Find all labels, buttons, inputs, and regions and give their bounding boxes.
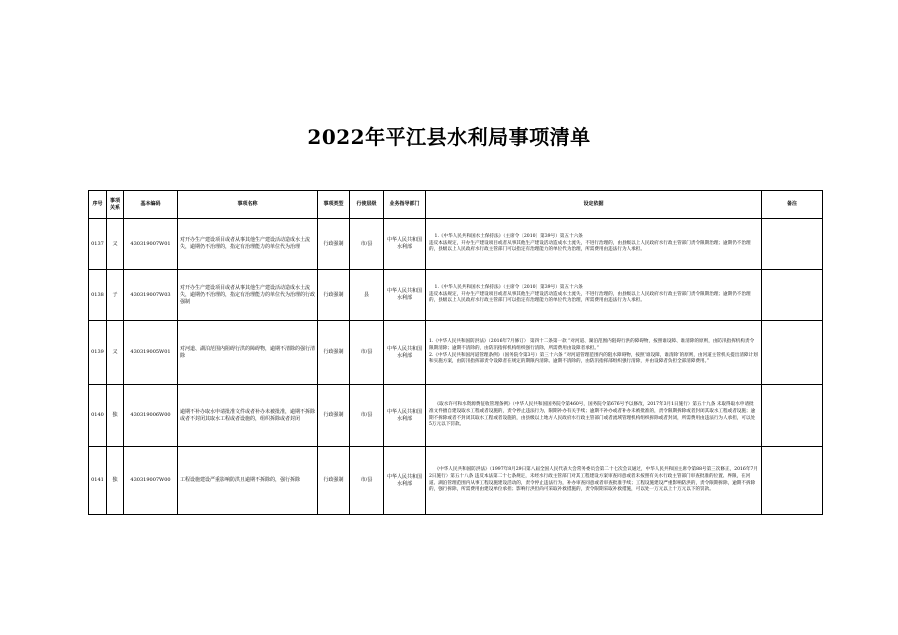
cell-relation: 独 — [107, 385, 124, 447]
basis-paragraph: 违反本法规定，开办生产建设项目或者从事其他生产建设活动造成水土流失，不进行治理的，由县级以上人民政府水行政主管部门责令限期治理；逾期仍不治理的，县级以上人民政府水行政主管部门可以指定有治理能力的单位代为治理，所需费用由违法行为人承担。 — [429, 240, 751, 253]
cell-no: 0139 — [89, 321, 107, 385]
basis-paragraph: 1.《中华人民共和国水土保持法》（主席令〔2010〕第39号）第五十六条 — [434, 234, 583, 240]
cell-type: 行政强制 — [318, 321, 350, 385]
cell-note — [762, 321, 823, 385]
table-row — [89, 270, 823, 321]
page-title: 2022年平江县水利局事项清单 — [307, 125, 591, 149]
cell-basis — [426, 270, 762, 321]
cell-name: 对开办生产建设项目或者从事其他生产建设活动造成水土流失，逾期仍不治理的，指定有治理能力的单位代为治理的行政强制 — [178, 270, 318, 321]
basis-paragraph: 1.《中华人民共和国水土保持法》（主席令〔2010〕第39号）第五十六条 — [434, 285, 583, 291]
cell-relation: 父 — [107, 219, 124, 270]
cell-no: 0138 — [89, 270, 107, 321]
header-level: 行使层级 — [350, 191, 384, 219]
cell-dept: 中华人民共和国水利部 — [384, 447, 426, 515]
cell-dept: 中华人民共和国水利部 — [384, 219, 426, 270]
cell-level: 市/县 — [350, 447, 384, 515]
cell-level: 市/县 — [350, 321, 384, 385]
header-name: 事项名称 — [178, 191, 318, 219]
cell-type: 行政强制 — [318, 219, 350, 270]
cell-basis — [426, 321, 762, 385]
table-row — [89, 385, 823, 447]
matters-table — [88, 190, 823, 515]
table-row — [89, 447, 823, 515]
table-row — [89, 321, 823, 385]
header-no: 序号 — [89, 191, 107, 219]
cell-code: 430319007W03 — [124, 270, 178, 321]
basis-paragraph: 违反本法规定，开办生产建设项目或者从事其他生产建设活动造成水土流失，不进行治理的，由县级以上人民政府水行政主管部门责令限期治理；逾期仍不治理的，县级以上人民政府水行政主管部门可以指定有治理能力的单位代为治理，所需费用由违法行为人承担。 — [429, 291, 751, 304]
cell-no: 0141 — [89, 447, 107, 515]
cell-dept: 中华人民共和国水利部 — [384, 270, 426, 321]
cell-level: 市/县 — [350, 219, 384, 270]
header-type: 事项类型 — [318, 191, 350, 219]
header-code: 基本编码 — [124, 191, 178, 219]
cell-name: 逾期不补办取水申请批准文件或者补办未被批准，逾期不拆除或者不封闭其取水工程或者设施的，组织拆除或者封闭 — [178, 385, 318, 447]
cell-relation: 子 — [107, 270, 124, 321]
header-basis: 设定依据 — [426, 191, 762, 219]
basis-paragraph: 1.《中华人民共和国防洪法》（2016年7月修订） 第四十二条第一款 “对河道、湖泊范围内阻碍行洪的障碍物，按照谁设障、谁清除的原则，由防汛指挥机构责令限期清除；逾期不清除的，由防汛指挥机构组织强行清除，所需费用由设障者承担。” — [429, 339, 755, 351]
cell-note — [762, 447, 823, 515]
cell-note — [762, 219, 823, 270]
header-dept: 业务指导部门 — [384, 191, 426, 219]
cell-basis — [426, 219, 762, 270]
header-note: 备注 — [762, 191, 823, 219]
header-relation: 事项关系 — [107, 191, 124, 219]
cell-name: 对河道、湖泊范围内阻碍行洪的障碍物，逾期不清除的强行清除 — [178, 321, 318, 385]
cell-note — [762, 385, 823, 447]
table-header-row — [89, 191, 823, 219]
cell-basis — [426, 385, 762, 447]
basis-paragraph: 2.《中华人民共和国河道管理条例》（国务院令第3号）第三十六条 “对河道管理范围内的阻水障碍物，按照‘谁设障，谁清除’的原则，由河道主管机关提出清障计划和实施方案，由防汛指挥部责令设障者在规定的期限内清除。逾期不清除的，由防汛指挥部组织强行清除，并由设障者负担全部清障费用。” — [429, 352, 758, 365]
cell-relation: 独 — [107, 447, 124, 515]
cell-relation: 父 — [107, 321, 124, 385]
cell-level: 县 — [350, 270, 384, 321]
cell-name: 工程设施建设严重影响防洪且逾期不拆除的，强行拆除 — [178, 447, 318, 515]
cell-type: 行政强制 — [318, 447, 350, 515]
cell-name: 对开办生产建设项目或者从事其他生产建设活动造成水土流失，逾期仍不治理的，指定有治理能力的单位代为治理 — [178, 219, 318, 270]
basis-paragraph: 《取水许可和水资源费征收管理条例》（中华人民共和国国务院令第460号，国务院令第676号予以修改，2017年3月1日施行）第五十九条 未取得取水申请批准文件擅自建设取水工程或者设施的，责令停止违法行为，限期补办有关手续；逾期不补办或者补办未被批准的，责令限期拆除或者封闭其取水工程或者设施；逾期不拆除或者不封闭其取水工程或者设施的，由县级以上地方人民政府水行政主管部门或者流域管理机构组织拆除或者封闭，所需费用由违法行为人承担，可以处5万元以下罚款。 — [429, 402, 756, 428]
cell-type: 行政强制 — [318, 270, 350, 321]
cell-note — [762, 270, 823, 321]
cell-dept: 中华人民共和国水利部 — [384, 321, 426, 385]
table-row — [89, 219, 823, 270]
cell-code: 430319006W00 — [124, 385, 178, 447]
basis-paragraph: 《中华人民共和国防洪法》（1997年8月29日第八届全国人民代表大会常务委员会第二十七次会议通过，中华人民共和国主席令第88号第三次修正，2016年7月2日施行）第五十八条 违反本法第二十七条规定，未经水行政主管部门对其工程建设方案审查同意或者未按照有关水行政主管部门审查批准的位置、界限，在河道、湖泊管理范围内从事工程设施建设活动的，责令停止违法行为，补办审查同意或者审查批准手续；工程设施建设严重影响防洪的，责令限期拆除，逾期不拆除的，强行拆除，所需费用由建设单位承担；影响行洪但尚可采取补救措施的，责令限期采取补救措施，可以处一万元以上十万元以下的罚款。 — [429, 467, 758, 493]
cell-code: 430319007W01 — [124, 219, 178, 270]
cell-no: 0137 — [89, 219, 107, 270]
cell-dept: 中华人民共和国水利部 — [384, 385, 426, 447]
cell-code: 430319005W01 — [124, 321, 178, 385]
cell-no: 0140 — [89, 385, 107, 447]
cell-basis — [426, 447, 762, 515]
cell-type: 行政强制 — [318, 385, 350, 447]
cell-code: 430319007W00 — [124, 447, 178, 515]
cell-level: 市/县 — [350, 385, 384, 447]
